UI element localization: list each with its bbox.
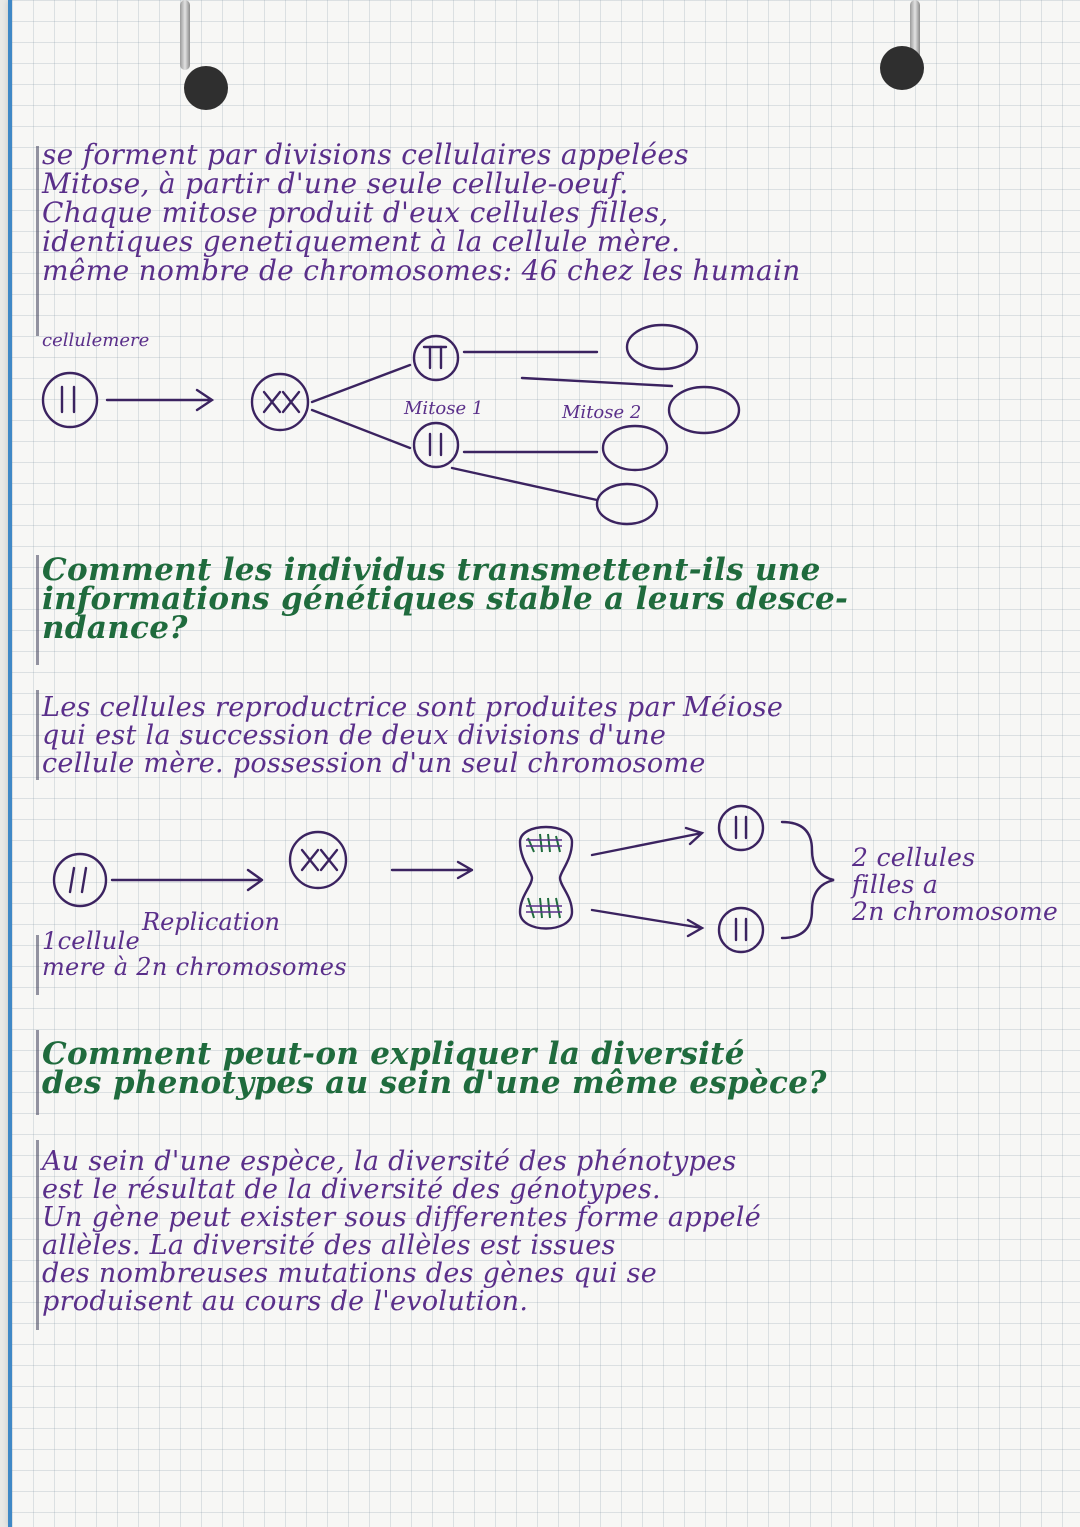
margin-mark-5 <box>36 1030 39 1115</box>
replication-label: Replication <box>142 908 280 936</box>
diversity-paragraph: Au sein d'une espèce, la diversité des phénotypes est le résultat de la diversité des génotypes. Un gène peut exister sous differentes forme appelé allèles. La diversité des allèles est issues des nombreuses mutations des gènes qui se produisent au cours de l'evolution. <box>42 1146 761 1317</box>
meiosis-daughter-1 <box>719 806 763 850</box>
mitose1-label: Mitose 1 <box>404 398 484 419</box>
daughter-cells-label: 2 cellules filles a 2n chromosome <box>852 843 1059 926</box>
question-transmission: Comment les individus transmettent-ils une informations génétiques stable a leurs desce- ndance? <box>42 552 849 646</box>
mitose2-label: Mitose 2 <box>562 402 642 423</box>
meiosis-replicated-cell <box>290 832 346 888</box>
mitosis-paragraph: se forment par divisions cellulaires appelées Mitose, à partir d'une seule cellule-oeuf. Chaque mitose produit d'eux cellules filles, identiques genetiquement à la cellule mère. même nombre de chromosomes: 46 chez les humain <box>42 138 801 287</box>
margin-mark-6 <box>36 1140 39 1330</box>
mother-cell-label: cellulemere <box>42 330 150 351</box>
dividing-cell <box>520 827 572 929</box>
question-diversity: Comment peut-on expliquer la diversité des phenotypes au sein d'une même espèce? <box>42 1036 827 1101</box>
meiosis-daughter-2 <box>719 908 763 952</box>
meiosis-paragraph: Les cellules reproductrice sont produites par Méiose qui est la succession de deux divisions d'une cellule mère. possession d'un seul chromosome <box>42 692 784 779</box>
notebook-page <box>8 0 1080 1527</box>
mother-cell-2n-label: 1cellule mere à 2n chromosomes <box>42 927 347 981</box>
brace <box>782 822 834 938</box>
meiosis-mother-cell <box>54 854 106 906</box>
meiosis-diagram <box>12 0 1080 1000</box>
